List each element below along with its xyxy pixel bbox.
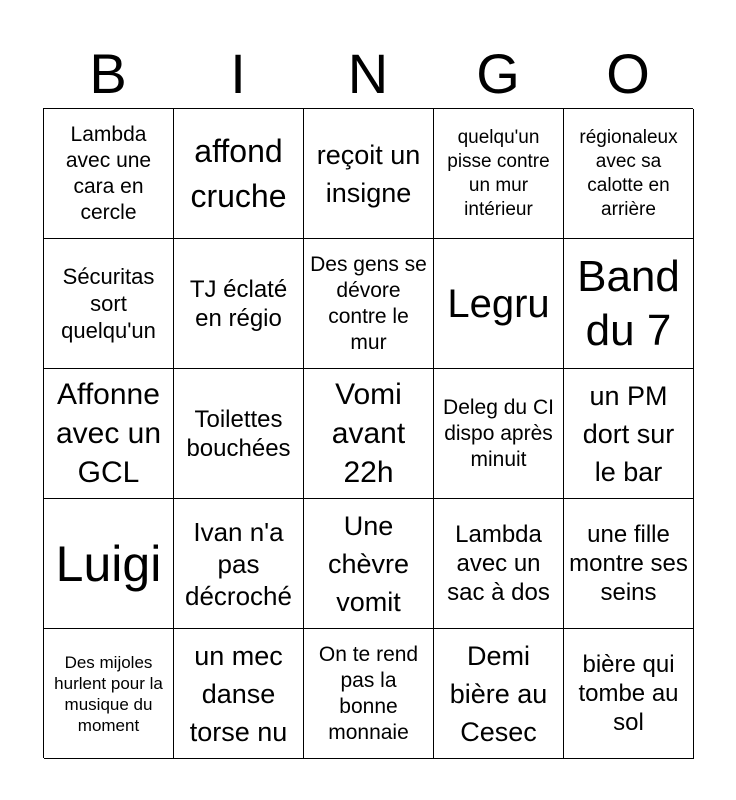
cell-text: Luigi	[55, 535, 162, 592]
bingo-cell[interactable]	[174, 499, 304, 629]
cell-text: bière qui tombe au sol	[578, 651, 679, 736]
bingo-cell[interactable]	[44, 239, 174, 369]
cell-text: régionaleux avec sa calotte en arrière	[579, 126, 678, 220]
cell-text: Lambda avec une cara en cercle	[65, 122, 152, 224]
bingo-cell[interactable]	[44, 109, 174, 239]
header-letter-b: B	[89, 42, 127, 105]
bingo-cell[interactable]	[304, 239, 434, 369]
cell-text: On te rend pas la bonne monnaie	[318, 642, 419, 744]
cell-text: affond cruche	[190, 132, 287, 214]
header-letter-o: O	[606, 42, 650, 105]
bingo-cell[interactable]	[304, 629, 434, 759]
cell-text: Deleg du CI dispo après minuit	[443, 395, 554, 471]
cell-text: une fille montre ses seins	[569, 521, 688, 606]
cell-text: Lambda avec un sac à dos	[447, 521, 550, 606]
bingo-cell[interactable]	[174, 369, 304, 499]
cell-text: un mec danse torse nu	[189, 640, 288, 747]
bingo-cell[interactable]	[434, 369, 564, 499]
header-letter-i: I	[230, 42, 246, 105]
cell-text: Des gens se dévore contre le mur	[310, 252, 427, 354]
header-letter-g: G	[476, 42, 520, 105]
bingo-cell[interactable]	[174, 629, 304, 759]
bingo-cell[interactable]	[44, 369, 174, 499]
cell-text: Sécuritas sort quelqu'un	[61, 264, 156, 343]
cell-text: Vomi avant 22h	[331, 378, 406, 489]
cell-text: reçoit un insigne	[316, 139, 421, 208]
bingo-cell[interactable]	[564, 629, 694, 759]
cell-text: Band du 7	[577, 251, 680, 355]
bingo-cell[interactable]	[434, 109, 564, 239]
cell-text: Ivan n'a pas décroché	[185, 516, 292, 611]
bingo-cell[interactable]	[304, 109, 434, 239]
bingo-cell[interactable]	[564, 369, 694, 499]
cell-text: Affonne avec un GCL	[55, 378, 162, 489]
bingo-cell[interactable]	[434, 629, 564, 759]
cell-text: Toilettes bouchées	[186, 405, 291, 462]
bingo-cell[interactable]	[44, 629, 174, 759]
bingo-cell[interactable]	[434, 499, 564, 629]
bingo-cell[interactable]	[174, 239, 304, 369]
bingo-cell[interactable]	[564, 239, 694, 369]
bingo-cell[interactable]	[304, 369, 434, 499]
header-letter-n: N	[347, 42, 389, 105]
bingo-cell[interactable]	[434, 239, 564, 369]
cell-text: un PM dort sur le bar	[582, 380, 675, 487]
cell-text: TJ éclaté en régio	[189, 275, 288, 332]
bingo-cell[interactable]	[564, 109, 694, 239]
cell-text: Des mijoles hurlent pour la musique du moment	[54, 652, 163, 735]
bingo-cell[interactable]	[304, 499, 434, 629]
cell-text: Une chèvre vomit	[327, 510, 410, 617]
bingo-cell[interactable]	[44, 499, 174, 629]
cell-text: Legru	[447, 281, 550, 326]
cell-text: Demi bière au Cesec	[449, 640, 548, 747]
bingo-grid	[43, 108, 693, 758]
bingo-cell[interactable]	[174, 109, 304, 239]
bingo-cell[interactable]	[564, 499, 694, 629]
cell-text: quelqu'un pisse contre un mur intérieur	[447, 126, 550, 220]
bingo-header	[43, 40, 693, 108]
